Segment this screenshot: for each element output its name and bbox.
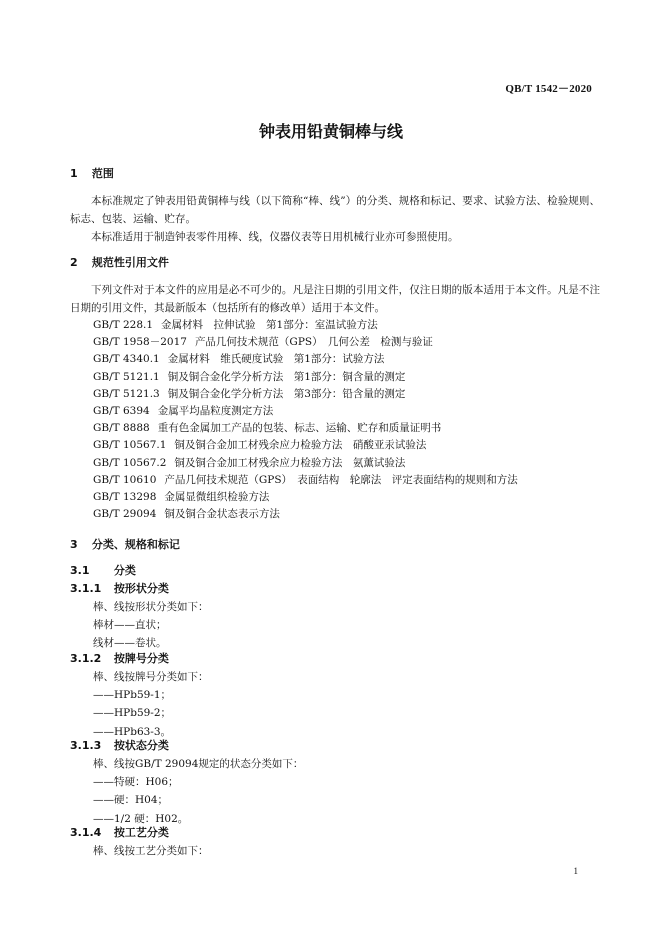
reference-item bbox=[70, 472, 600, 489]
reference-name: 产品几何技术规范（GPS） 几何公差 检测与验证 bbox=[194, 336, 433, 349]
subsection-3-1-1 bbox=[70, 580, 600, 653]
subsection-3-1-4 bbox=[70, 824, 600, 860]
section-classification bbox=[70, 536, 600, 554]
page-number: 1 bbox=[573, 866, 578, 876]
reference-name: 铜及铜合金化学分析方法 第3部分：铅含量的测定 bbox=[167, 387, 406, 400]
reference-name: 产品几何技术规范（GPS） 表面结构 轮廓法 评定表面结构的规则和方法 bbox=[164, 473, 518, 486]
text-line: 棒、线按工艺分类如下： bbox=[93, 845, 209, 857]
subsection-heading bbox=[70, 562, 600, 580]
subsection-number: 3.1.3 bbox=[70, 739, 102, 752]
reference-code: GB/T 5121.1 bbox=[93, 370, 160, 383]
reference-name: 铜及铜合金加工材残余应力检验方法 硝酸亚汞试验法 bbox=[174, 439, 427, 452]
reference-code: GB/T 13298 bbox=[93, 491, 157, 504]
section-scope bbox=[70, 165, 600, 183]
paragraph: 下列文件对于本文件的应用是必不可少的。凡是注日期的引用文件，仅注日期的版本适用于本文件。凡是不注日期的引用文件，其最新版本（包括所有的修改单）适用于本文件。 bbox=[70, 284, 600, 314]
reference-item bbox=[70, 455, 600, 472]
reference-code: GB/T 1958－2017 bbox=[93, 336, 187, 349]
section-number: 1 bbox=[70, 167, 78, 180]
reference-code: GB/T 10567.2 bbox=[93, 456, 167, 469]
section-title: 范围 bbox=[91, 167, 114, 180]
subsection-heading bbox=[70, 737, 600, 755]
reference-item bbox=[70, 437, 600, 454]
reference-code: GB/T 10610 bbox=[93, 473, 157, 486]
section-normative-references bbox=[70, 254, 600, 272]
reference-code: GB/T 4340.1 bbox=[93, 353, 160, 366]
text-line: ——HPb63-3。 bbox=[93, 725, 172, 738]
reference-list bbox=[70, 317, 600, 523]
references-intro bbox=[70, 281, 600, 317]
reference-code: GB/T 228.1 bbox=[93, 319, 154, 331]
section-heading bbox=[70, 165, 600, 183]
subsection-heading bbox=[70, 580, 600, 598]
reference-code: GB/T 6394 bbox=[93, 405, 150, 418]
text-line: 棒、线按形状分类如下： bbox=[93, 601, 209, 613]
reference-item bbox=[70, 334, 600, 351]
subsection-number: 3.1 bbox=[70, 564, 90, 577]
reference-name: 金属材料 拉伸试验 第1部分：室温试验方法 bbox=[161, 319, 378, 331]
reference-code: GB/T 29094 bbox=[93, 508, 157, 521]
reference-name: 铜及铜合金状态表示方法 bbox=[164, 508, 280, 521]
text-line: 线材——卷状。 bbox=[93, 637, 167, 650]
subsection-title: 按形状分类 bbox=[113, 582, 169, 595]
text-line: 棒、线按GB/T 29094规定的状态分类如下： bbox=[93, 758, 304, 770]
reference-name: 金属显微组织检验方法 bbox=[164, 491, 270, 504]
subsection-title: 分类 bbox=[113, 564, 136, 577]
text-line: ——1/2 硬：H02。 bbox=[93, 812, 189, 825]
subsection-title: 按牌号分类 bbox=[113, 652, 169, 665]
subsection-heading bbox=[70, 824, 600, 842]
standard-code: QB/T 1542－2020 bbox=[505, 83, 592, 95]
reference-name: 铜及铜合金化学分析方法 第1部分：铜含量的测定 bbox=[167, 370, 406, 383]
reference-code: GB/T 10567.1 bbox=[93, 439, 167, 452]
reference-item bbox=[70, 489, 600, 506]
section-number: 2 bbox=[70, 256, 78, 269]
subsection-number: 3.1.4 bbox=[70, 826, 102, 839]
reference-item bbox=[70, 403, 600, 420]
section-heading bbox=[70, 254, 600, 272]
reference-code: GB/T 8888 bbox=[93, 422, 150, 435]
subsection-3-1 bbox=[70, 562, 600, 580]
paragraph: 本标准规定了钟表用铅黄铜棒与线（以下简称“棒、线”）的分类、规格和标记、要求、试验方法、检验规则、标志、包装、运输、贮存。 bbox=[70, 195, 600, 225]
reference-name: 铜及铜合金加工材残余应力检验方法 氨薰试验法 bbox=[174, 456, 406, 469]
section-title: 分类、规格和标记 bbox=[91, 538, 180, 551]
scope-paragraphs bbox=[70, 192, 600, 246]
subsection-heading bbox=[70, 650, 600, 668]
paragraph: 本标准适用于制造钟表零件用棒、线，仪器仪表等日用机械行业亦可参照使用。 bbox=[91, 231, 459, 243]
reference-item bbox=[70, 369, 600, 386]
text-line: 棒材——直状； bbox=[93, 619, 167, 632]
subsection-title: 按状态分类 bbox=[113, 739, 169, 752]
document-title: 钟表用铅黄铜棒与线 bbox=[258, 122, 403, 141]
section-heading bbox=[70, 536, 600, 554]
reference-item bbox=[70, 420, 600, 437]
section-title: 规范性引用文件 bbox=[91, 256, 169, 269]
reference-item bbox=[70, 317, 600, 334]
reference-name: 重有色金属加工产品的包装、标志、运输、贮存和质量证明书 bbox=[157, 422, 442, 435]
text-line: ——HPb59-1； bbox=[93, 689, 172, 702]
subsection-3-1-3 bbox=[70, 737, 600, 828]
text-line: ——特硬：H06； bbox=[93, 776, 179, 789]
subsection-3-1-2 bbox=[70, 650, 600, 741]
subsection-number: 3.1.1 bbox=[70, 582, 102, 595]
reference-name: 金属材料 维氏硬度试验 第1部分：试验方法 bbox=[167, 353, 385, 366]
subsection-number: 3.1.2 bbox=[70, 652, 102, 665]
text-line: 棒、线按牌号分类如下： bbox=[93, 671, 209, 683]
reference-item bbox=[70, 351, 600, 368]
reference-item bbox=[70, 506, 600, 523]
section-number: 3 bbox=[70, 538, 78, 551]
reference-code: GB/T 5121.3 bbox=[93, 387, 160, 400]
text-line: ——HPb59-2； bbox=[93, 707, 172, 720]
subsection-title: 按工艺分类 bbox=[113, 826, 169, 839]
reference-name: 金属平均晶粒度测定方法 bbox=[157, 405, 274, 418]
reference-item bbox=[70, 386, 600, 403]
text-line: ——硬：H04； bbox=[93, 794, 169, 807]
